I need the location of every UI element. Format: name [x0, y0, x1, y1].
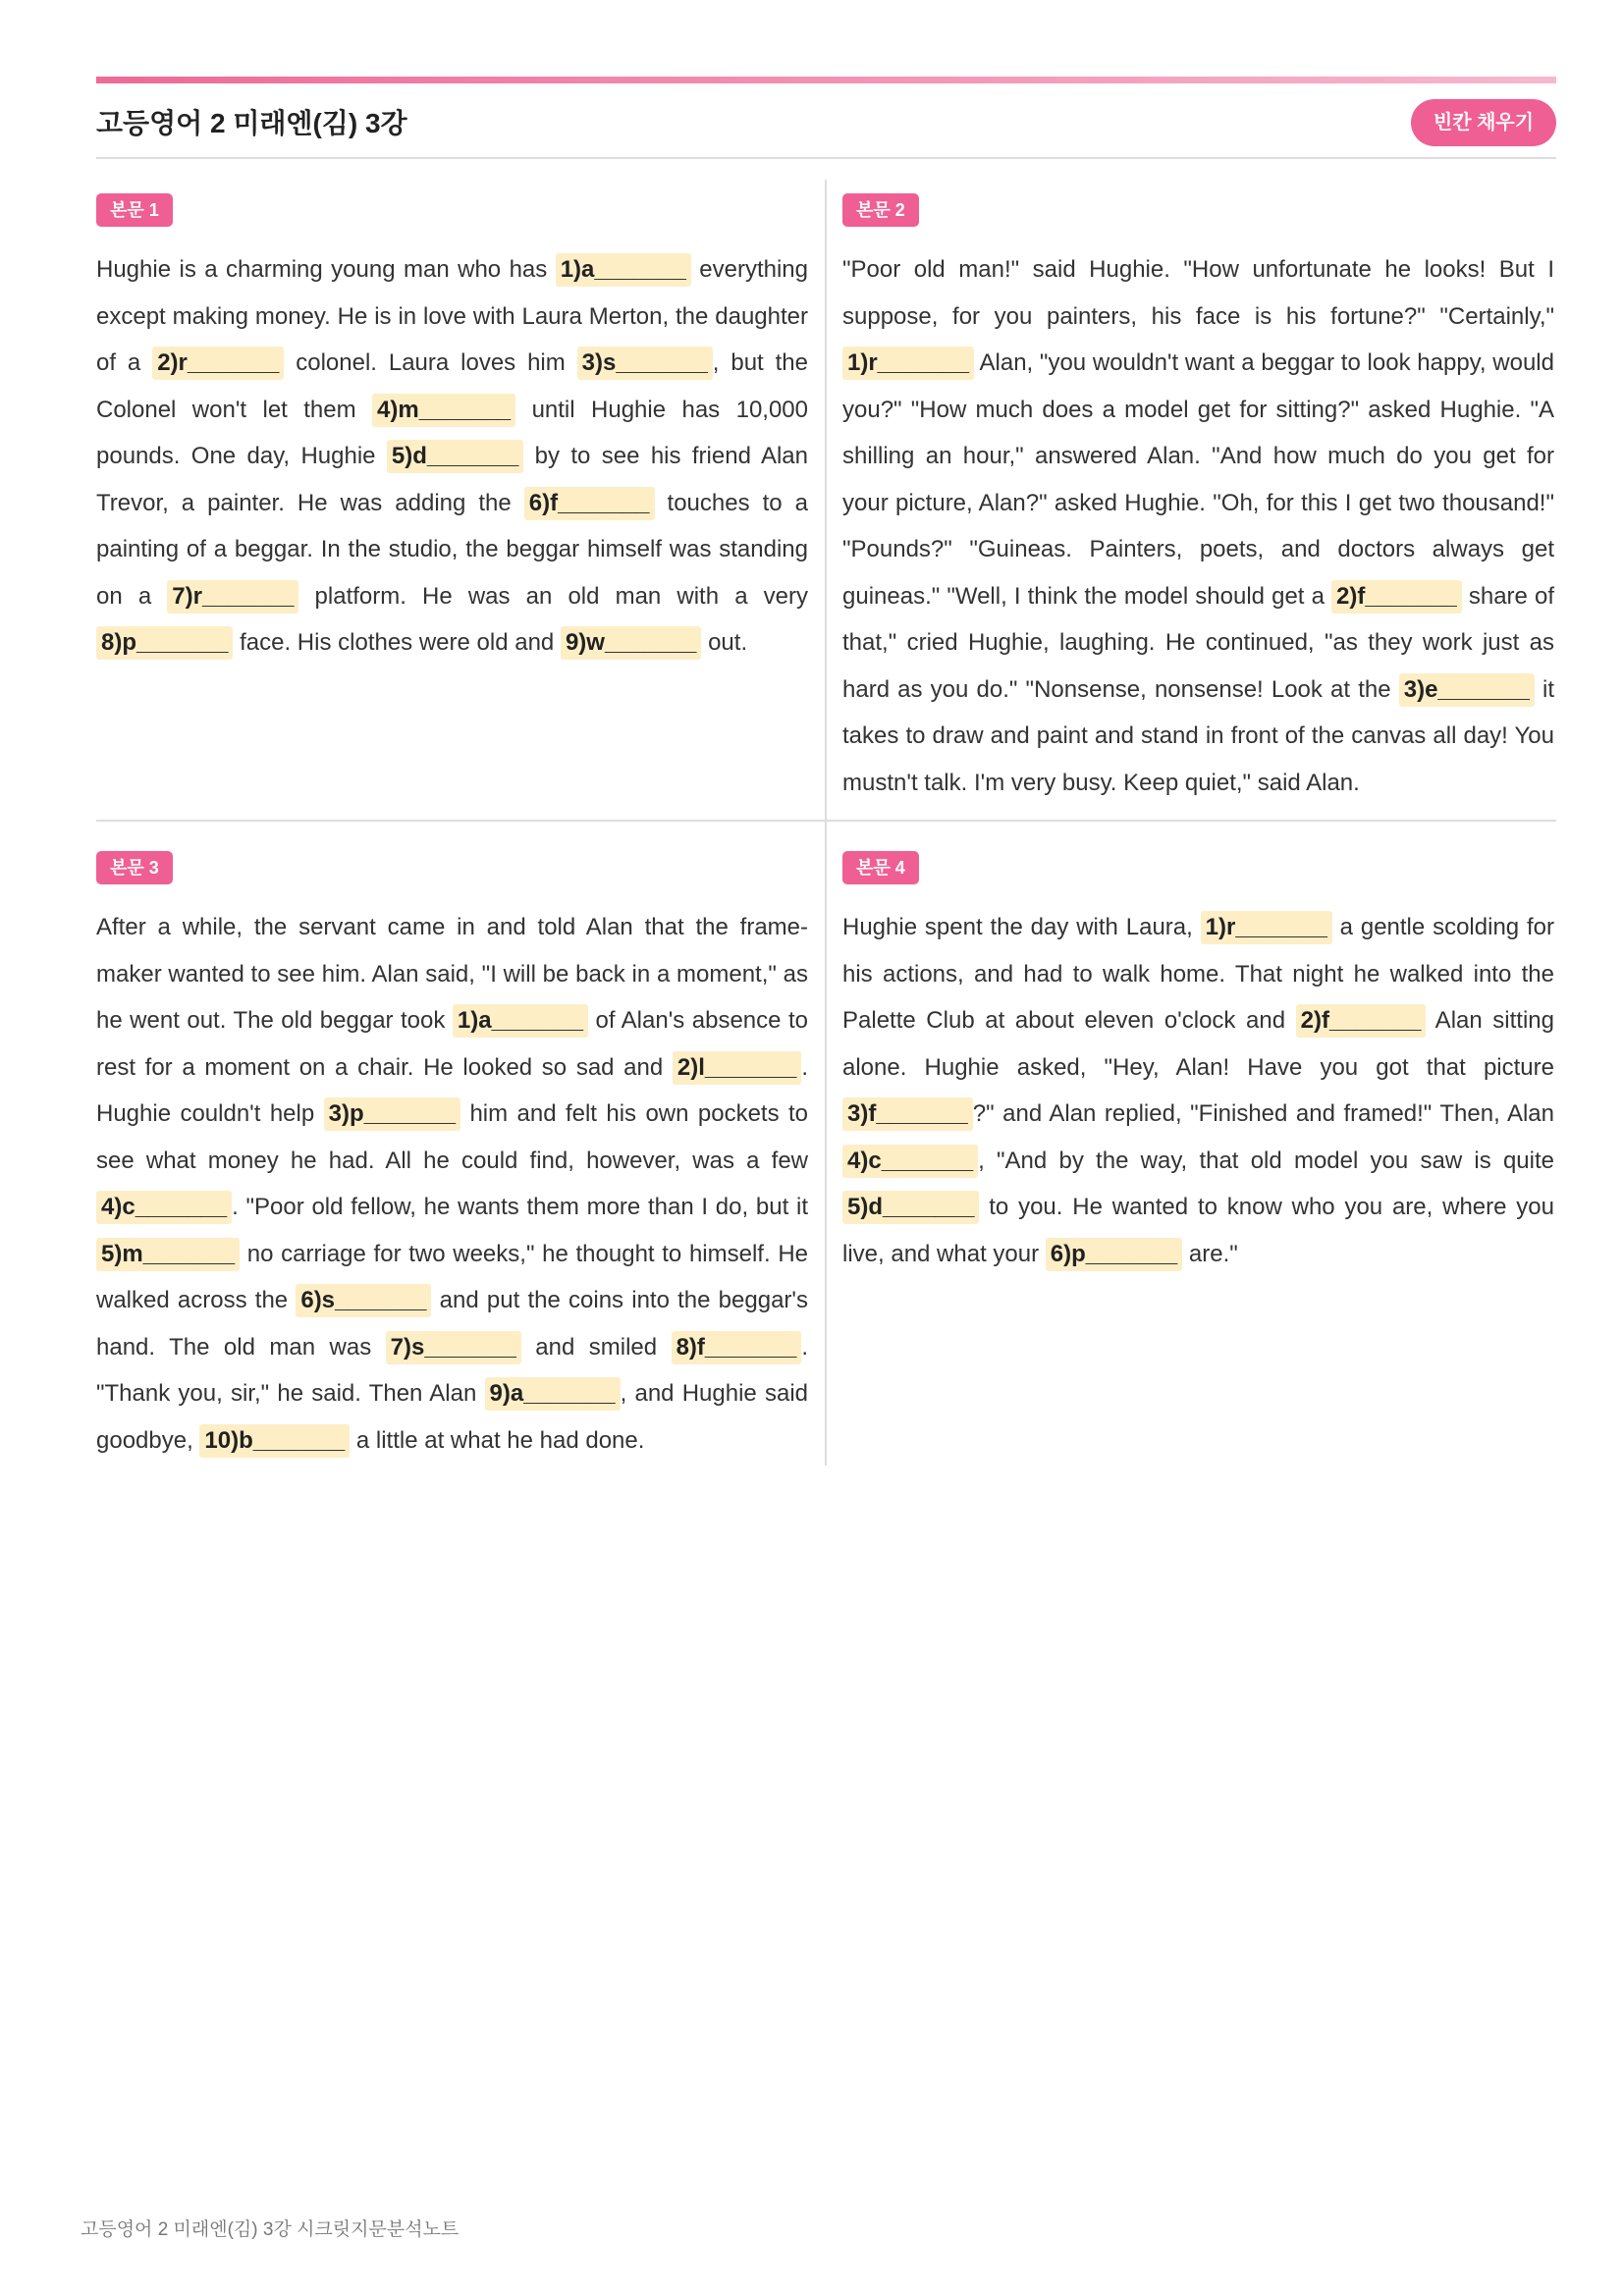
answer-blank[interactable]: 1)a_______ [453, 1004, 588, 1038]
answer-blank[interactable]: 4)m_______ [372, 394, 515, 427]
passage-text-segment: a little at what he had done. [350, 1426, 645, 1454]
answer-blank[interactable]: 3)p_______ [324, 1097, 460, 1131]
answer-blank[interactable]: 8)p_______ [96, 626, 233, 660]
passage-4 [842, 851, 1554, 1277]
answer-blank[interactable]: 4)c_______ [96, 1191, 232, 1224]
answer-blank[interactable]: 9)a_______ [485, 1377, 621, 1411]
answer-blank[interactable]: 2)f_______ [1296, 1004, 1427, 1038]
answer-blank[interactable]: 9)w_______ [561, 626, 701, 660]
passage-text-segment: are." [1182, 1240, 1238, 1267]
answer-blank[interactable]: 7)r_______ [167, 580, 298, 614]
passage-label: 본문 2 [842, 193, 919, 227]
answer-blank[interactable]: 8)f_______ [672, 1331, 802, 1364]
answer-blank[interactable]: 2)l_______ [673, 1051, 801, 1085]
passage-text-segment: everything except making money. He is in love with Laura Merton, the daughter of a [96, 256, 808, 376]
passage-text-segment: by to see his friend Alan Trevor, a painter. He was adding the [96, 443, 808, 516]
passage-text-segment: Hughie is a charming young man who has [96, 256, 556, 283]
answer-blank[interactable]: 6)p_______ [1046, 1238, 1182, 1271]
passage-text-segment: and put the coins into the beggar's hand. The old man was [96, 1287, 808, 1361]
passage-text-segment: . Hughie couldn't help [96, 1053, 808, 1127]
passage-text-segment: Hughie spent the day with Laura, [842, 914, 1201, 940]
passage-text [96, 246, 808, 667]
passage-label: 본문 4 [842, 851, 919, 884]
passage-text [842, 904, 1554, 1277]
answer-blank[interactable]: 5)d_______ [387, 440, 523, 473]
passage-text-segment: a gentle scolding for his actions, and had to walk home. That night he walked into the Palette Club at about eleven o'clock and [842, 914, 1555, 1034]
passage-text-segment: share of that," cried Hughie, laughing. He continued, "as they work just as hard as you do." "Nonsense, nonsense! Look at the [842, 582, 1554, 703]
passage-text-segment: . "Thank you, sir," he said. Then Alan [96, 1333, 808, 1407]
passage-text-segment: . "Poor old fellow, he wants them more than I do, but it [232, 1194, 808, 1220]
header-divider [96, 157, 1556, 159]
answer-blank[interactable]: 7)s_______ [386, 1331, 521, 1364]
passage-text-segment: it takes to draw and paint and stand in front of the canvas all day! You mustn't talk. I'm very busy. Keep quiet," said Alan. [842, 675, 1555, 796]
passage-text-segment: colonel. Laura loves him [284, 349, 577, 376]
passage-1 [96, 193, 808, 667]
passage-text-segment: After a while, the servant came in and told Alan that the frame-maker wanted to see him. Alan said, "I will be back in a moment," as he went out. The old beggar took [96, 914, 808, 1034]
passage-text-segment: no carriage for two weeks," he thought to himself. He walked across the [96, 1240, 808, 1313]
answer-blank[interactable]: 5)m_______ [96, 1238, 240, 1271]
page-title: 고등영어 2 미래엔(김) 3강 [96, 108, 407, 138]
passage-text [842, 246, 1554, 806]
passage-text-segment: "Poor old man!" said Hughie. "How unfortunate he looks! But I suppose, for you painters, his face is his fortune?" "Certainly," [842, 256, 1554, 330]
passage-label: 본문 3 [96, 851, 173, 884]
answer-blank[interactable]: 3)s_______ [577, 347, 713, 380]
answer-blank[interactable]: 1)r_______ [1201, 911, 1332, 944]
passage-label: 본문 1 [96, 193, 173, 227]
passage-text-segment: and smiled [520, 1333, 672, 1361]
passage-3 [96, 851, 808, 1464]
passage-text-segment: out. [701, 629, 748, 656]
answer-blank[interactable]: 1)r_______ [842, 347, 974, 380]
answer-blank[interactable]: 2)f_______ [1331, 580, 1462, 614]
footer-text: 고등영어 2 미래엔(김) 3강 시크릿지문분석노트 [81, 2219, 460, 2240]
answer-blank[interactable]: 1)a_______ [556, 253, 691, 287]
answer-blank[interactable]: 4)c_______ [842, 1145, 978, 1178]
passage-text-segment: , and Hughie said goodbye, [96, 1380, 808, 1454]
passage-text-segment: platform. He was an old man with a very [298, 582, 808, 610]
answer-blank[interactable]: 6)f_______ [524, 487, 655, 520]
answer-blank[interactable]: 3)f_______ [842, 1097, 973, 1131]
passage-text-segment: face. His clothes were old and [233, 629, 561, 656]
passage-2 [842, 193, 1554, 806]
mode-badge: 빈칸 채우기 [1411, 99, 1556, 146]
passage-text-segment: Alan, "you wouldn't want a beggar to look happy, would you?" "How much does a model get for sitting?" asked Hughie. "A shilling an hour," answered Alan. "And how much do you get for your picture, Alan?" asked Hughie. "Oh, for this I get two thousand!" "Pounds?" "Guineas. Painters, poets, and doctors always get guineas." "Well, I think the model should get a [842, 349, 1554, 610]
passage-text-segment: ?" and Alan replied, "Finished and framed!" Then, Alan [972, 1100, 1554, 1127]
passage-text-segment: , "And by the way, that old model you saw is quite [978, 1147, 1554, 1174]
passage-text-segment: , but the Colonel won't let them [96, 349, 808, 423]
passage-text-segment: Alan sitting alone. Hughie asked, "Hey, Alan! Have you got that picture [842, 1007, 1555, 1081]
passage-text-segment: of Alan's absence to rest for a moment on a chair. He looked so sad and [96, 1007, 809, 1081]
answer-blank[interactable]: 5)d_______ [842, 1191, 979, 1224]
passage-text-segment: to you. He wanted to know who you are, where you live, and what your [842, 1194, 1554, 1267]
answer-blank[interactable]: 10)b_______ [199, 1424, 350, 1458]
passage-text-segment: until Hughie has 10,000 pounds. One day, Hughie [96, 396, 808, 469]
answer-blank[interactable]: 3)e_______ [1399, 673, 1535, 707]
top-accent-bar [96, 77, 1556, 83]
passage-text-segment: him and felt his own pockets to see what money he had. All he could find, however, was a few [96, 1100, 809, 1174]
column-divider [825, 180, 827, 1466]
answer-blank[interactable]: 2)r_______ [152, 347, 284, 380]
passage-text-segment: touches to a painting of a beggar. In the studio, the beggar himself was standing on a [96, 489, 808, 610]
passage-text [96, 904, 808, 1464]
answer-blank[interactable]: 6)s_______ [296, 1284, 431, 1317]
